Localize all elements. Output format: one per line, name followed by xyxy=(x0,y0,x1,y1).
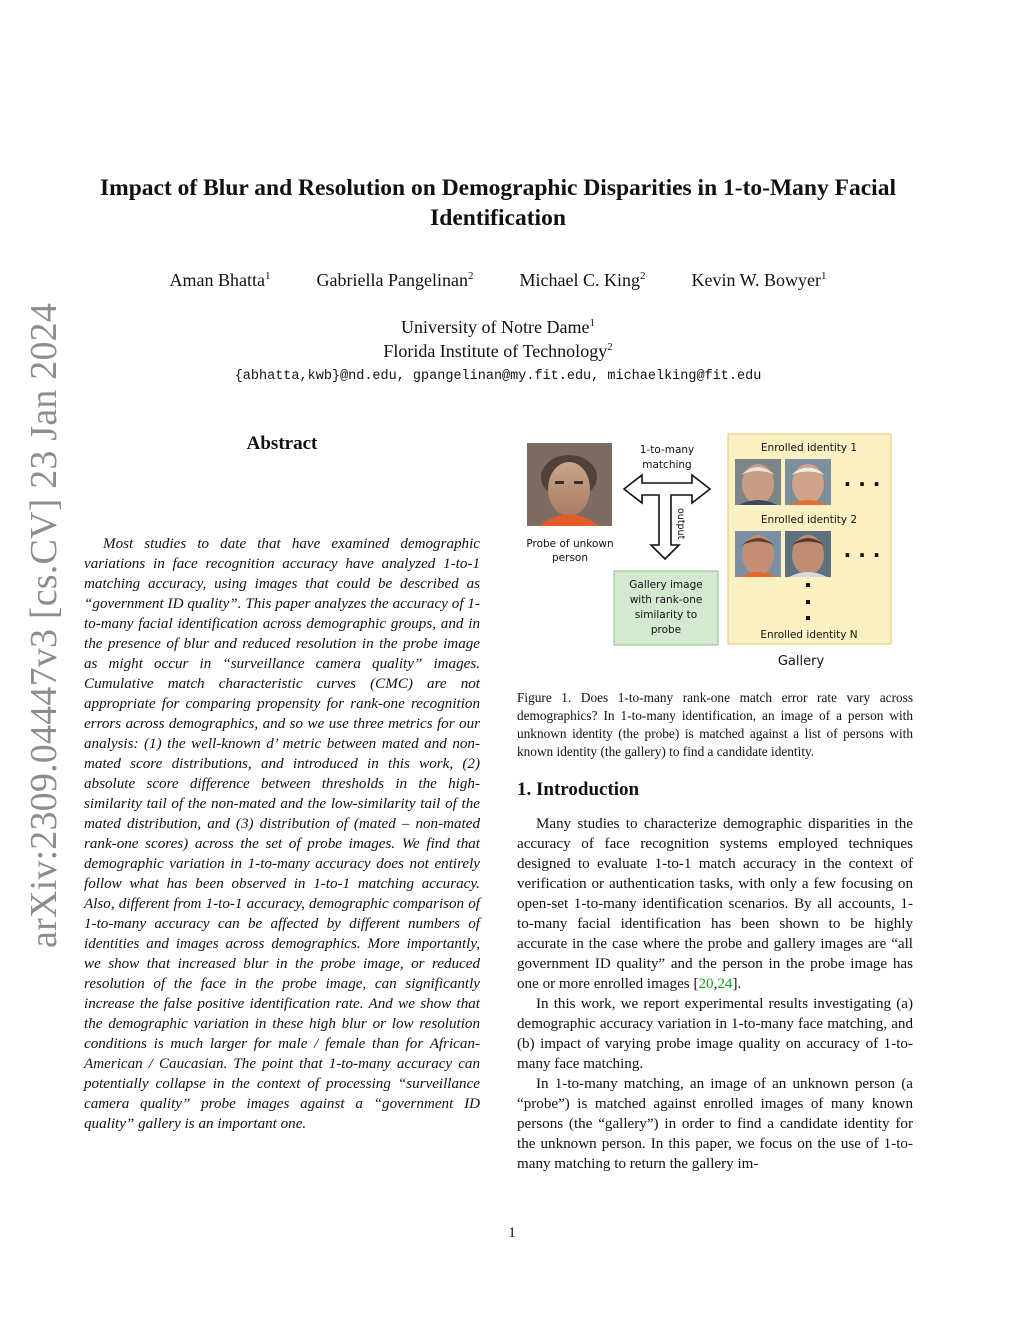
more-images-dots: . . . xyxy=(843,538,881,562)
gallery-label: Gallery xyxy=(777,654,825,669)
matching-arrow xyxy=(624,475,710,559)
author-list xyxy=(90,270,906,291)
figure-1 xyxy=(517,433,913,673)
enrolled-identity-n-label: Enrolled identity N xyxy=(760,629,858,641)
figure-caption: Figure 1. Does 1-to-many rank-one match error rate vary across demographics? In 1-to-many identification, an image of a person with unknown identity (the probe) is matched against a list of persons with known identity (the gallery) to find a candidate identity. xyxy=(517,690,913,759)
enrolled-identity-2-label: Enrolled identity 2 xyxy=(760,514,858,526)
paper-title xyxy=(90,173,906,233)
introduction-body xyxy=(517,814,913,1174)
enrolled-identity-1-label: Enrolled identity 1 xyxy=(760,442,858,454)
citation-link[interactable]: 20 xyxy=(698,976,714,992)
intro-paragraph: In this work, we report experimental results investigating (a) demographic accuracy variation in 1-to-many face matching, and (b) impact of varying probe image quality on accuracy of 1-to-many face matching. xyxy=(517,996,913,1072)
arrow-label-line-2: matching xyxy=(642,459,692,471)
arrow-label-line-1: 1-to-many xyxy=(639,444,695,456)
author-emails: {abhatta,kwb}@nd.edu, gpangelinan@my.fit.edu, michaelking@fit.edu xyxy=(234,369,762,384)
page-number: 1 xyxy=(508,1225,516,1241)
author: Michael C. King$^2$ xyxy=(519,270,646,290)
introduction-heading: 1. Introduction xyxy=(517,779,640,800)
more-images-dots: . . . xyxy=(843,467,881,491)
output-label: output xyxy=(675,508,686,540)
result-line-3: similarity to xyxy=(634,609,698,621)
gallery-face xyxy=(785,531,831,577)
result-line-4: probe xyxy=(650,624,682,636)
result-line-1: Gallery image xyxy=(629,579,703,591)
author: Kevin W. Bowyer$^1$ xyxy=(691,270,827,290)
author: Gabriella Pangelinan$^2$ xyxy=(316,270,474,290)
arxiv-identifier: arXiv:2309.04447v3 [cs.CV] 23 Jan 2024 xyxy=(23,302,65,948)
abstract-heading: Abstract xyxy=(246,433,318,454)
author: Aman Bhatta$^1$ xyxy=(169,270,271,290)
intro-paragraph: Many studies to characterize demographic disparities in the accuracy of face recognition systems employed techniques designed to evaluate 1-to-1 match accuracy in the context of verification or authentication tasks, with only a few focusing on open-set 1-to-many identification scenarios. By all accounts, 1-to-many facial identification has been shown to be highly accurate in the case where the probe and gallery images are “all government ID quality” and the person in the probe image has one or more enrolled images [20,24]. xyxy=(517,816,913,992)
probe-photo xyxy=(527,443,612,526)
abstract-text: Most studies to date that have examined demographic variations in face recognition accuracy have analyzed 1-to-1 matching accuracy, using images that could be described as “government ID quality”. This paper analyzes the accuracy of 1-to-many facial identification across demographic groups, and in the presence of blur and reduced resolution in the probe image as might occur in “surveillance camera quality” images. Cumulative match characteristic curves (CMC) are not appropriate for comparing propensity for rank-one recognition errors across demographics, and so we use three metrics for our analysis: (1) the well-known d’ metric between mated and non-mated score distributions, and introduced in this work, (2) absolute score difference between thresholds in the high-similarity tail of the non-mated and the low-similarity tail of the mated distribution, and (3) distribution of (mated – non-mated rank-one scores) across the set of probe images. We find that demographic variation in 1-to-many accuracy does not entirely follow what has been observed in 1-to-1 matching accuracy. Also, different from 1-to-1 accuracy, demographic comparison of 1-to-many accuracy can be affected by different numbers of identities and images across demographics. More importantly, we show that increased blur in the probe image, or reduced resolution of the face in the probe image, can significantly increase the false positive identification rate. And we show that the demographic variation in these high blur or low resolution conditions is much larger for male / female than for African-American / Caucasian. The point that 1-to-many accuracy can potentially collapse in the context of processing “surveillance camera quality” probe images against a “government ID quality” gallery is an important one. xyxy=(84,536,480,1132)
affiliation-fit: Florida Institute of Technology$^2$ xyxy=(383,341,613,361)
probe-label-line-1: Probe of unkown xyxy=(526,538,614,550)
result-line-2: with rank-one xyxy=(629,594,703,606)
title-line-1: Impact of Blur and Resolution on Demographic Disparities in 1-to-Many Facial xyxy=(100,175,896,201)
probe-label-line-2: person xyxy=(552,552,588,564)
figure-diagram xyxy=(517,433,913,673)
gallery-face xyxy=(735,531,781,577)
gallery-face xyxy=(735,459,781,505)
gallery-face xyxy=(785,459,831,505)
title-line-2: Identification xyxy=(430,205,566,231)
affiliation-notre-dame: University of Notre Dame$^1$ xyxy=(401,317,595,337)
citation-link[interactable]: 24 xyxy=(717,976,733,992)
intro-paragraph: In 1-to-many matching, an image of an unknown person (a “probe”) is matched against enrolled images of many known persons (the “gallery”) in order to find a candidate identity for the unknown person. In this paper, we focus on the use of 1-to-many matching to return the gallery im- xyxy=(517,1076,913,1172)
